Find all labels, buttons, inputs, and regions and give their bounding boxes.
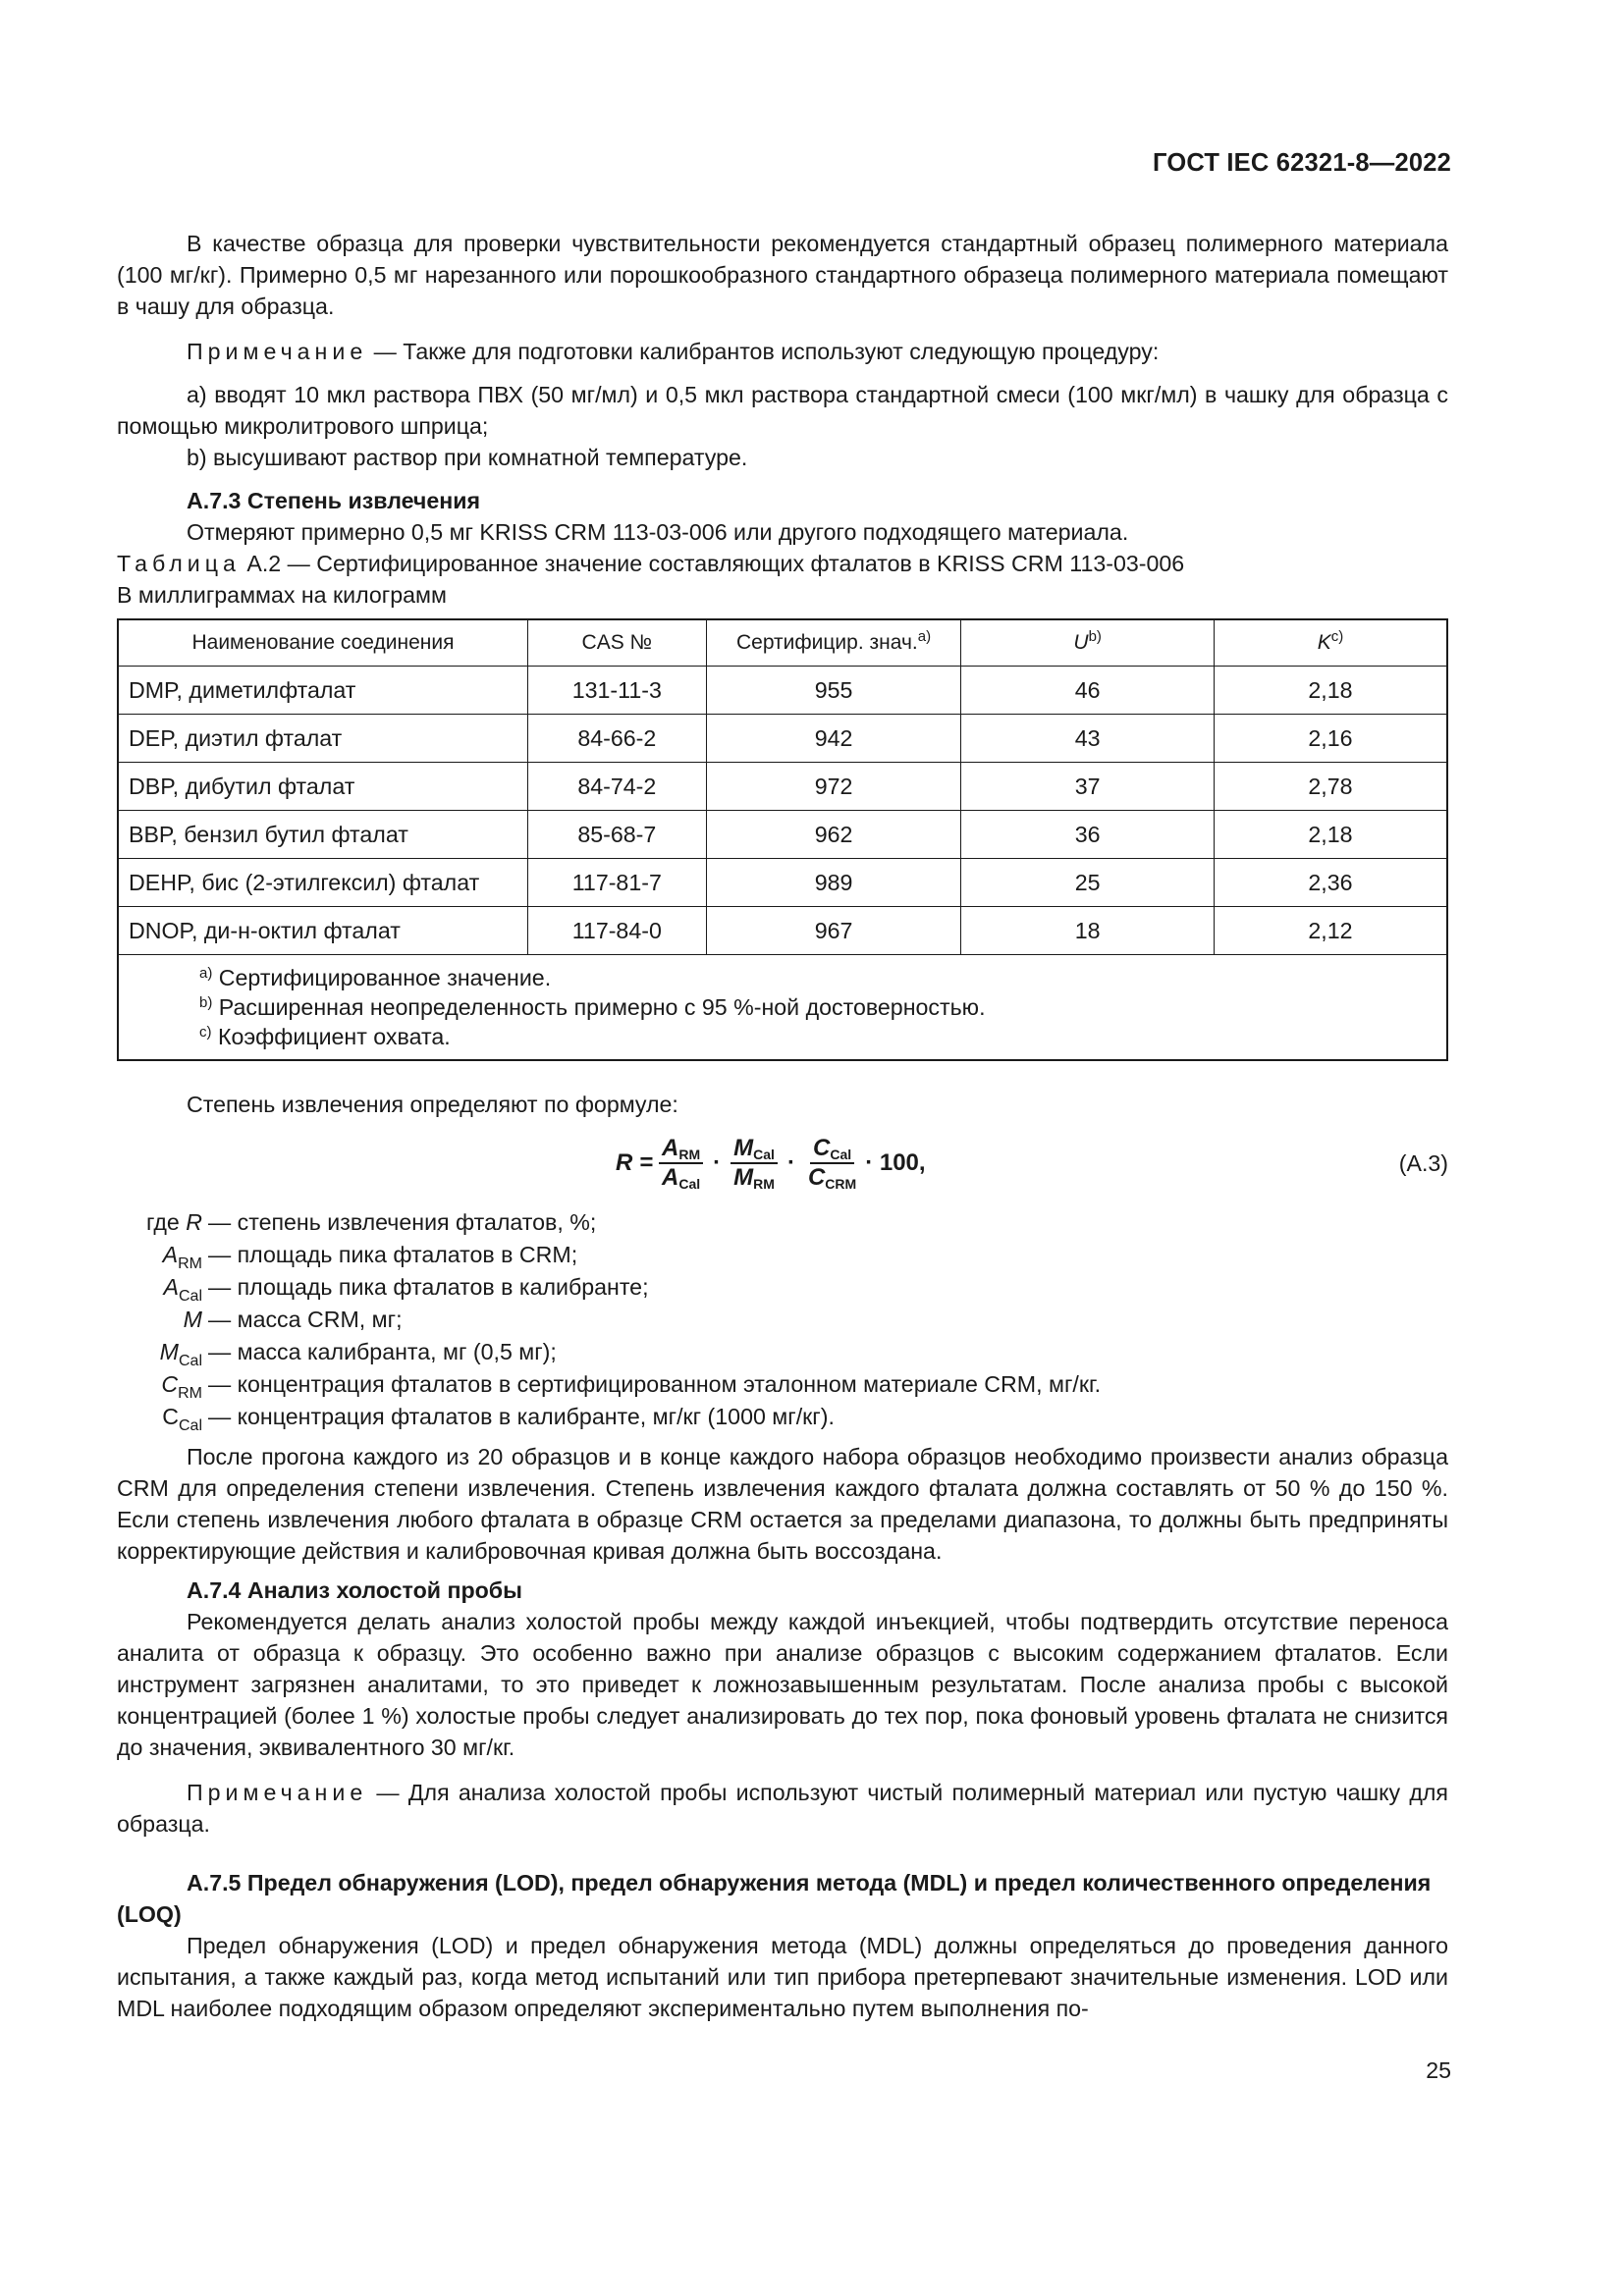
- section-text-a75: Предел обнаружения (LOD) и предел обнаружения метода (MDL) должны определяться до проведения данного испытания, а также каждый раз, когда метод испытаний или тип прибора претерпевают значительные изменения. LOD или MDL наиболее подходящим образом определяют экспериментально путем выполнения по-: [117, 1933, 1448, 2021]
- cell-cert: 962: [706, 811, 961, 859]
- definition-item: где R — степень извлечения фталатов, %;: [145, 1209, 597, 1235]
- document-id-header: ГОСТ IEC 62321-8—2022: [1153, 149, 1451, 177]
- formula-tail: · 100,: [865, 1149, 926, 1176]
- cell-name: DEP, диэтил фталат: [118, 715, 527, 763]
- table-caption-text: А.2 — Сертифицированное значение составляющих фталатов в KRISS CRM 113-03-006: [240, 551, 1185, 576]
- note-blank-sample: [117, 1777, 1448, 1840]
- cell-k: 2,18: [1214, 667, 1447, 715]
- fraction-mass: $\frac{M_{Cal}}{M_{RM}}$: [731, 1136, 778, 1191]
- definition-item: $C_{Cal}$ — концентрация фталатов в калибранте, мг/кг (1000 мг/кг).: [162, 1404, 835, 1434]
- cell-u: 46: [961, 667, 1214, 715]
- cell-name: BBP, бензил бутил фталат: [118, 811, 527, 859]
- header-u: $U^{b)}$: [961, 619, 1214, 667]
- section-text-a74: Рекомендуется делать анализ холостой пробы между каждой инъекцией, чтобы подтвердить отсутствие переноса аналита от образца к образцу. Это особенно важно при анализе образцов с высоким содержанием фталатов. Если инструмент загрязнен аналитами, то это приведет к ложнозавышенным результатам. После анализа пробы с высокой концентрацией (более 1 %) холостые пробы следует анализировать до тех пор, пока фоновый уровень фталата не снизится до значения, эквивалентного 30 мг/кг.: [117, 1609, 1448, 1760]
- section-heading-a74: А.7.4 Анализ холостой пробы: [187, 1577, 522, 1603]
- cell-u: 25: [961, 859, 1214, 907]
- cell-k: 2,36: [1214, 859, 1447, 907]
- formula-lhs: R =: [616, 1149, 654, 1176]
- fraction-concentration: $\frac{C_{Cal}}{C_{CRM}}$: [807, 1135, 857, 1192]
- paragraph-crm-recovery: После прогона каждого из 20 образцов и в конце каждого набора образцов необходимо произвести анализ образца CRM для определения степени извлечения. Степень извлечения каждого фталата должна составлять от 50 % до 150 %. Если степень извлечения любого фталата в образце CRM остается за пределами диапазона, то должны быть предприняты корректирующие действия и калибровочная кривая должна быть воссоздана.: [117, 1444, 1448, 1564]
- section-heading-a73: А.7.3 Степень извлечения: [187, 488, 481, 513]
- table-note: $^{а)}$ Сертифицированное значение.: [199, 965, 552, 990]
- table-note: $^{b)}$ Расширенная неопределенность примерно с 95 %-ной достоверностью.: [199, 994, 986, 1020]
- table-row: [118, 859, 1447, 907]
- phthalates-table: [117, 618, 1448, 1061]
- cell-u: 36: [961, 811, 1214, 859]
- definition-item: $M_{Cal}$ — масса калибранта, мг (0,5 мг);: [159, 1339, 557, 1369]
- definition-item: $A_{Cal}$ — площадь пика фталатов в калибранте;: [163, 1274, 649, 1305]
- table-notes: [118, 955, 1447, 1061]
- section-heading-a75: А.7.5 Предел обнаружения (LOD), предел обнаружения метода (MDL) и предел количественного определения (LOQ): [117, 1870, 1432, 1927]
- cell-cert: 967: [706, 907, 961, 955]
- equation-number: (А.3): [1398, 1150, 1448, 1176]
- table-caption: [117, 548, 1448, 579]
- recovery-formula: [616, 1136, 926, 1191]
- note-calibrants: [117, 336, 1448, 367]
- cell-k: 2,78: [1214, 763, 1447, 811]
- table-row: [118, 907, 1447, 955]
- paragraph-sensitivity-sample: В качестве образца для проверки чувствительности рекомендуется стандартный образец полимерного материала (100 мг/кг). Примерно 0,5 мг нарезанного или порошкообразного стандартного образеца полимерного материала помещают в чашу для образца.: [117, 231, 1448, 319]
- cell-cas: 131-11-3: [527, 667, 706, 715]
- section-text-a73: Отмеряют примерно 0,5 мг KRISS CRM 113-03-006 или другого подходящего материала.: [187, 519, 1129, 545]
- table-row: [118, 763, 1447, 811]
- page-number: 25: [1426, 2057, 1451, 2083]
- note-text: — Также для подготовки калибрантов используют следующую процедуру:: [367, 339, 1160, 364]
- definition-item: $C_{RM}$ — концентрация фталатов в сертифицированном эталонном материале CRM, мг/кг.: [161, 1371, 1102, 1402]
- formula-block: [117, 1130, 1448, 1201]
- table-header-row: [118, 619, 1447, 667]
- cell-u: 43: [961, 715, 1214, 763]
- cell-cas: 85-68-7: [527, 811, 706, 859]
- note-label: Примечание: [187, 1780, 368, 1805]
- cell-cas: 117-81-7: [527, 859, 706, 907]
- cell-k: 2,16: [1214, 715, 1447, 763]
- cell-cert: 989: [706, 859, 961, 907]
- note-text: — Для анализа холостой пробы используют чистый полимерный материал или пустую чашку для образца.: [117, 1780, 1448, 1837]
- list-item-b: b) высушивают раствор при комнатной температуре.: [187, 445, 748, 470]
- fraction-area: $\frac{A_{RM}}{A_{Cal}}$: [659, 1136, 703, 1191]
- list-item-a: а) вводят 10 мкл раствора ПВХ (50 мг/мл) и 0,5 мкл раствора стандартной смеси (100 мкг/мл) в чашку для образца с помощью микролитрового шприца;: [117, 382, 1448, 439]
- cell-cert: 972: [706, 763, 961, 811]
- header-compound-name: Наименование соединения: [118, 619, 527, 667]
- cell-cert: 942: [706, 715, 961, 763]
- cell-cas: 117-84-0: [527, 907, 706, 955]
- header-certified-value: Сертифицир. знач.$^{а)}$: [706, 619, 961, 667]
- header-cas: CAS №: [527, 619, 706, 667]
- cell-name: DEHP, бис (2-этилгексил) фталат: [118, 859, 527, 907]
- formula-intro: Степень извлечения определяют по формуле:: [187, 1092, 678, 1117]
- formula-definitions: [117, 1206, 1448, 1433]
- table-row: [118, 715, 1447, 763]
- cell-k: 2,12: [1214, 907, 1447, 955]
- definition-item: $A_{RM}$ — площадь пика фталатов в CRM;: [162, 1242, 578, 1272]
- cell-cas: 84-74-2: [527, 763, 706, 811]
- formula-dot: ·: [786, 1149, 795, 1176]
- cell-name: DMP, диметилфталат: [118, 667, 527, 715]
- page-content: [117, 228, 1448, 2024]
- formula-dot: ·: [713, 1149, 722, 1176]
- table-row: [118, 811, 1447, 859]
- cell-cert: 955: [706, 667, 961, 715]
- cell-k: 2,18: [1214, 811, 1447, 859]
- table-note: $^{c)}$ Коэффициент охвата.: [199, 1024, 451, 1049]
- note-label: Примечание: [187, 339, 368, 364]
- cell-u: 37: [961, 763, 1214, 811]
- header-k: $K^{c)}$: [1214, 619, 1447, 667]
- cell-cas: 84-66-2: [527, 715, 706, 763]
- table-notes-row: [118, 955, 1447, 1061]
- cell-name: DNOP, ди-н-октил фталат: [118, 907, 527, 955]
- table-caption-label: Таблица: [117, 551, 241, 576]
- definition-item: M — масса CRM, мг;: [183, 1307, 403, 1332]
- table-unit: В миллиграммах на килограмм: [117, 582, 447, 608]
- table-row: [118, 667, 1447, 715]
- cell-u: 18: [961, 907, 1214, 955]
- cell-name: DBP, дибутил фталат: [118, 763, 527, 811]
